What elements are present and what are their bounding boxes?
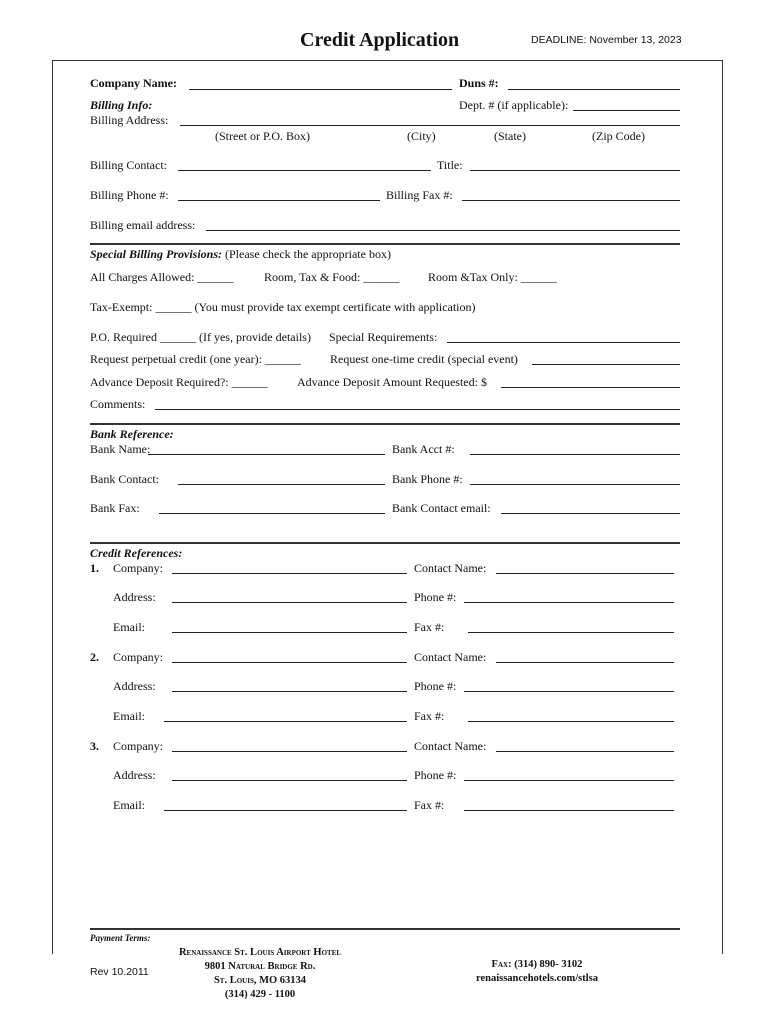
ref-phone-label: Phone #: xyxy=(414,679,457,693)
ref-number: 2. xyxy=(90,650,99,664)
zip-hint: (Zip Code) xyxy=(592,129,645,143)
footer-divider xyxy=(90,928,680,930)
payment-terms-label: Payment Terms: xyxy=(90,933,151,943)
ref-contact-field[interactable] xyxy=(496,662,674,663)
ref-phone-label: Phone #: xyxy=(414,768,457,782)
ref-address-label: Address: xyxy=(113,768,156,782)
billing-fax-label: Billing Fax #: xyxy=(386,188,453,202)
perpetual-credit-option[interactable]: Request perpetual credit (one year): ______ xyxy=(90,352,301,366)
ref-email-field[interactable] xyxy=(172,632,407,633)
bank-phone-label: Bank Phone #: xyxy=(392,472,463,486)
bank-contact-field[interactable] xyxy=(178,484,385,485)
ref-company-field[interactable] xyxy=(172,573,407,574)
room-tax-only-option[interactable]: Room &Tax Only: ______ xyxy=(428,270,557,284)
ref-company-label: Company: xyxy=(113,561,163,575)
bank-email-field[interactable] xyxy=(501,513,680,514)
ref-contact-field[interactable] xyxy=(496,573,674,574)
ref-company-field[interactable] xyxy=(172,751,407,752)
ref-fax-field[interactable] xyxy=(468,721,674,722)
ref-phone-field[interactable] xyxy=(464,780,674,781)
ref-address-label: Address: xyxy=(113,590,156,604)
ref-contact-label: Contact Name: xyxy=(414,650,487,664)
deadline-text: DEADLINE: November 13, 2023 xyxy=(531,34,682,46)
ref-address-field[interactable] xyxy=(172,780,407,781)
bank-phone-field[interactable] xyxy=(470,484,680,485)
ref-phone-field[interactable] xyxy=(464,691,674,692)
ref-contact-field[interactable] xyxy=(496,751,674,752)
ref-email-field[interactable] xyxy=(164,810,407,811)
ref-email-field[interactable] xyxy=(164,721,407,722)
ref-phone-field[interactable] xyxy=(464,602,674,603)
special-requirements-field[interactable] xyxy=(447,342,680,343)
dept-label: Dept. # (if applicable): xyxy=(459,98,569,112)
billing-email-label: Billing email address: xyxy=(90,218,196,232)
billing-phone-field[interactable] xyxy=(178,200,380,201)
special-billing-note: (Please check the appropriate box) xyxy=(225,247,391,261)
hotel-fax: Fax: (314) 890- 3102 xyxy=(491,959,583,970)
section-divider xyxy=(90,542,680,544)
bank-fax-label: Bank Fax: xyxy=(90,501,140,515)
duns-field[interactable] xyxy=(508,89,680,90)
special-requirements-label: Special Requirements: xyxy=(329,330,438,344)
state-hint: (State) xyxy=(494,129,526,143)
ref-fax-field[interactable] xyxy=(468,632,674,633)
hotel-website[interactable]: renaissancehotels.com/stlsa xyxy=(475,973,598,984)
ref-company-label: Company: xyxy=(113,650,163,664)
all-charges-option[interactable]: All Charges Allowed: ______ xyxy=(90,270,234,284)
billing-contact-label: Billing Contact: xyxy=(90,158,167,172)
hotel-phone: (314) 429 - 1100 xyxy=(224,989,296,1000)
bank-name-field[interactable] xyxy=(148,454,385,455)
ref-fax-label: Fax #: xyxy=(414,620,445,634)
ref-fax-label: Fax #: xyxy=(414,798,445,812)
one-time-credit-label: Request one-time credit (special event) xyxy=(330,352,518,366)
special-billing-heading xyxy=(90,247,391,262)
ref-contact-label: Contact Name: xyxy=(414,739,487,753)
bank-acct-label: Bank Acct #: xyxy=(392,442,455,456)
revision-text: Rev 10.2011 xyxy=(90,966,149,978)
po-required-option[interactable]: P.O. Required ______ (If yes, provide details) xyxy=(90,330,311,344)
hotel-name: Renaissance St. Louis Airport Hotel xyxy=(178,947,342,958)
company-name-field[interactable] xyxy=(189,89,452,90)
page-title: Credit Application xyxy=(300,29,460,51)
comments-label: Comments: xyxy=(90,397,146,411)
street-hint: (Street or P.O. Box) xyxy=(215,129,310,143)
billing-fax-field[interactable] xyxy=(462,200,680,201)
tax-exempt-option[interactable]: Tax-Exempt: ______ (You must provide tax exempt certificate with application) xyxy=(90,300,476,314)
ref-address-field[interactable] xyxy=(172,602,407,603)
city-hint: (City) xyxy=(407,129,436,143)
ref-number: 3. xyxy=(90,739,99,753)
bank-contact-label: Bank Contact: xyxy=(90,472,159,486)
billing-info-label: Billing Info: xyxy=(90,98,153,112)
credit-references-heading: Credit References: xyxy=(90,546,183,560)
room-tax-food-option[interactable]: Room, Tax & Food: ______ xyxy=(264,270,400,284)
ref-fax-field[interactable] xyxy=(464,810,674,811)
advance-deposit-option[interactable]: Advance Deposit Required?: ______ xyxy=(90,375,268,389)
billing-title-field[interactable] xyxy=(470,170,680,171)
bank-reference-heading: Bank Reference: xyxy=(90,427,174,441)
ref-email-label: Email: xyxy=(113,709,145,723)
ref-email-label: Email: xyxy=(113,620,145,634)
ref-address-label: Address: xyxy=(113,679,156,693)
ref-number: 1. xyxy=(90,561,99,575)
one-time-credit-field[interactable] xyxy=(532,364,680,365)
advance-amount-field[interactable] xyxy=(501,387,680,388)
bank-email-label: Bank Contact email: xyxy=(392,501,491,515)
section-divider xyxy=(90,423,680,425)
duns-label: Duns #: xyxy=(459,76,499,90)
section-divider xyxy=(90,243,680,245)
dept-field[interactable] xyxy=(573,110,680,111)
advance-amount-label: Advance Deposit Amount Requested: $ xyxy=(297,375,487,389)
hotel-street: 9801 Natural Bridge Rd. xyxy=(204,961,316,972)
ref-email-label: Email: xyxy=(113,798,145,812)
bank-acct-field[interactable] xyxy=(470,454,680,455)
special-billing-title: Special Billing Provisions: xyxy=(90,247,223,261)
ref-contact-label: Contact Name: xyxy=(414,561,487,575)
billing-address-label: Billing Address: xyxy=(90,113,169,127)
ref-address-field[interactable] xyxy=(172,691,407,692)
ref-company-field[interactable] xyxy=(172,662,407,663)
bank-name-label: Bank Name: xyxy=(90,442,151,456)
billing-address-field[interactable] xyxy=(180,125,680,126)
ref-company-label: Company: xyxy=(113,739,163,753)
comments-field[interactable] xyxy=(155,409,680,410)
billing-title-label: Title: xyxy=(437,158,463,172)
billing-contact-field[interactable] xyxy=(178,170,431,171)
company-name-label: Company Name: xyxy=(90,76,177,90)
billing-email-field[interactable] xyxy=(206,230,680,231)
bank-fax-field[interactable] xyxy=(159,513,385,514)
hotel-city: St. Louis, MO 63134 xyxy=(213,975,307,986)
ref-fax-label: Fax #: xyxy=(414,709,445,723)
billing-phone-label: Billing Phone #: xyxy=(90,188,169,202)
ref-phone-label: Phone #: xyxy=(414,590,457,604)
